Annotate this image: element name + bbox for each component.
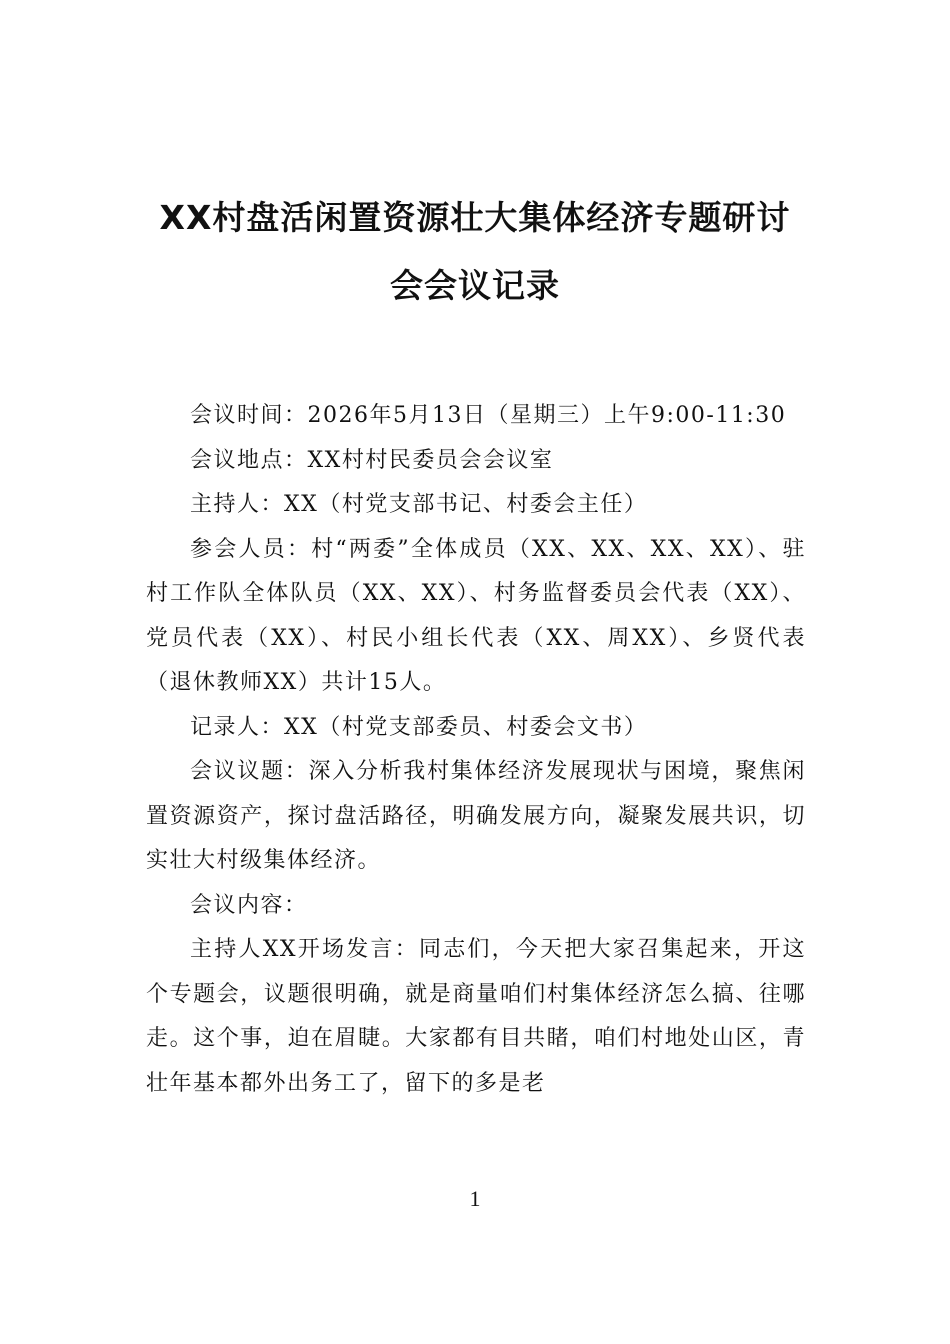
meeting-time-paragraph: 会议时间：2026年5月13日（星期三）上午9:00-11:30	[190, 403, 787, 428]
host-paragraph: 主持人：XX（村党支部书记、村委会主任）	[190, 492, 648, 517]
recorder-paragraph: 记录人：XX（村党支部委员、村委会文书）	[190, 714, 648, 740]
document-body	[146, 394, 806, 1106]
page-number: 1	[469, 1186, 481, 1211]
meeting-location-paragraph: 会议地点：XX村村民委员会会议室	[190, 447, 554, 473]
document-title-line-1: XX村盘活闲置资源壮大集体经济专题研讨	[159, 198, 791, 237]
host-speech-paragraph: 主持人XX开场发言：同志们，今天把大家召集起来，开这个专题会，议题很明确，就是商量咱们村集体经济怎么搞、往哪走。这个事，迫在眉睫。大家都有目共睹，咱们村地处山区，青壮年基本都外出务工了，留下的多是老	[146, 937, 806, 1096]
document-title-line-2: 会会议记录	[390, 266, 560, 305]
meeting-content-heading: 会议内容：	[190, 892, 308, 918]
meeting-topic-paragraph: 会议议题：深入分析我村集体经济发展现状与困境，聚焦闲置资源资产，探讨盘活路径，明确发展方向，凝聚发展共识，切实壮大村级集体经济。	[146, 759, 806, 873]
attendees-paragraph: 参会人员：村“两委”全体成员（XX、XX、XX、XX）、驻村工作队全体队员（XX、XX）、村务监督委员会代表（XX）、党员代表（XX）、村民小组长代表（XX、周XX）、乡贤代表（退休教师XX）共计15人。	[146, 536, 806, 695]
